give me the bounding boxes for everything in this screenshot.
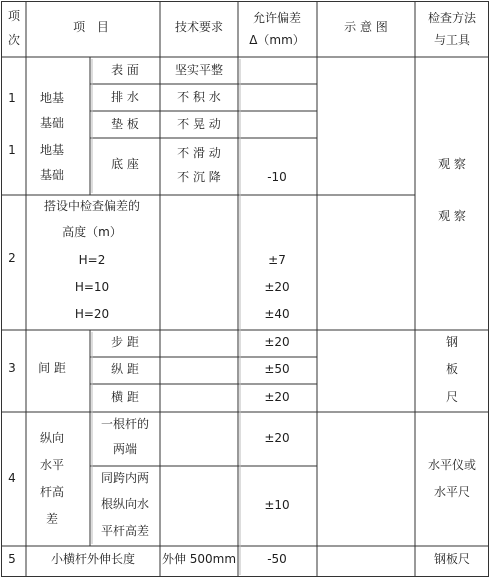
header-item: 项 目 [73,20,113,34]
method-observe-1: 观 察 [438,157,466,171]
sub-one-bar-1: 一根杆的 [100,417,150,431]
header-deviation-line2: Δ（mm） [249,33,305,47]
req-overhang: 外伸 500mm [161,552,237,566]
dev-step: ±20 [264,335,290,349]
dev-same-span: ±10 [264,498,290,512]
dev-h10: ±20 [264,280,290,294]
sub-one-bar-2: 两端 [112,442,138,456]
spacing-label: 间 距 [38,361,66,375]
method-steel-2: 板 [445,362,459,376]
header-requirement: 技术要求 [174,20,224,34]
height-h10: H=10 [74,280,110,294]
bar-height-label-4: 差 [45,512,59,526]
header-deviation-line1: 允许偏差 [252,11,302,25]
dev-h2: ±7 [268,253,286,267]
req-pad: 不 晃 动 [177,117,221,131]
dev-overhang: -50 [267,552,287,566]
header-method-line2: 与工具 [433,33,471,47]
dev-transverse: ±20 [264,390,290,404]
sub-step: 步 距 [111,335,139,349]
foundation-label-a1: 地基 [39,91,65,105]
method-steel-1: 钢 [445,335,459,349]
method-steel-3: 尺 [445,390,459,404]
row-no-4: 4 [8,471,16,485]
height-check-label-1: 搭设中检查偏差的 [43,199,141,213]
dev-longitudinal: ±50 [264,362,290,376]
foundation-label-b1: 地基 [39,143,65,157]
sub-same-span-3: 平杆高差 [100,524,150,538]
sub-pad: 垫 板 [111,117,139,131]
row-no-1a: 1 [8,91,16,105]
overhang-label: 小横杆外伸长度 [50,552,136,566]
method-level-2: 水平尺 [433,485,471,499]
foundation-label-b2: 基础 [39,168,65,182]
sub-same-span-1: 同跨内两 [100,471,150,485]
header-method-line1: 检查方法 [427,11,477,25]
height-check-label-2: 高度（m） [62,225,122,239]
sub-longitudinal: 纵 距 [111,362,139,376]
sub-drainage: 排 水 [111,90,139,104]
bar-height-label-1: 纵向 [39,431,65,445]
header-diagram: 示 意 图 [344,20,388,34]
header-no-line1: 项 [7,9,21,23]
bar-height-label-2: 水平 [39,458,65,472]
foundation-label-a2: 基础 [39,116,65,130]
dev-base: -10 [267,170,287,184]
dev-one-bar: ±20 [264,431,290,445]
method-steel-ruler: 钢板尺 [433,552,471,566]
method-observe-2: 观 察 [438,209,466,223]
row-no-1b: 1 [8,143,16,157]
row-no-5: 5 [8,552,16,566]
req-drainage: 不 积 水 [177,90,221,104]
sub-same-span-2: 根纵向水 [100,497,150,511]
req-surface: 坚实平整 [174,63,224,77]
header-no-line2: 次 [7,33,21,47]
sub-transverse: 横 距 [111,390,139,404]
row-no-3: 3 [8,361,16,375]
height-h20: H=20 [74,307,110,321]
req-base-line2: 不 沉 降 [177,170,221,184]
height-h2: H=2 [78,253,106,267]
method-level-1: 水平仪或 [427,458,477,472]
sub-base: 底 座 [111,157,139,171]
req-base-line1: 不 滑 动 [177,146,221,160]
sub-surface: 表 面 [111,63,139,77]
dev-h20: ±40 [264,307,290,321]
bar-height-label-3: 杆高 [39,485,65,499]
row-no-2: 2 [8,251,16,265]
